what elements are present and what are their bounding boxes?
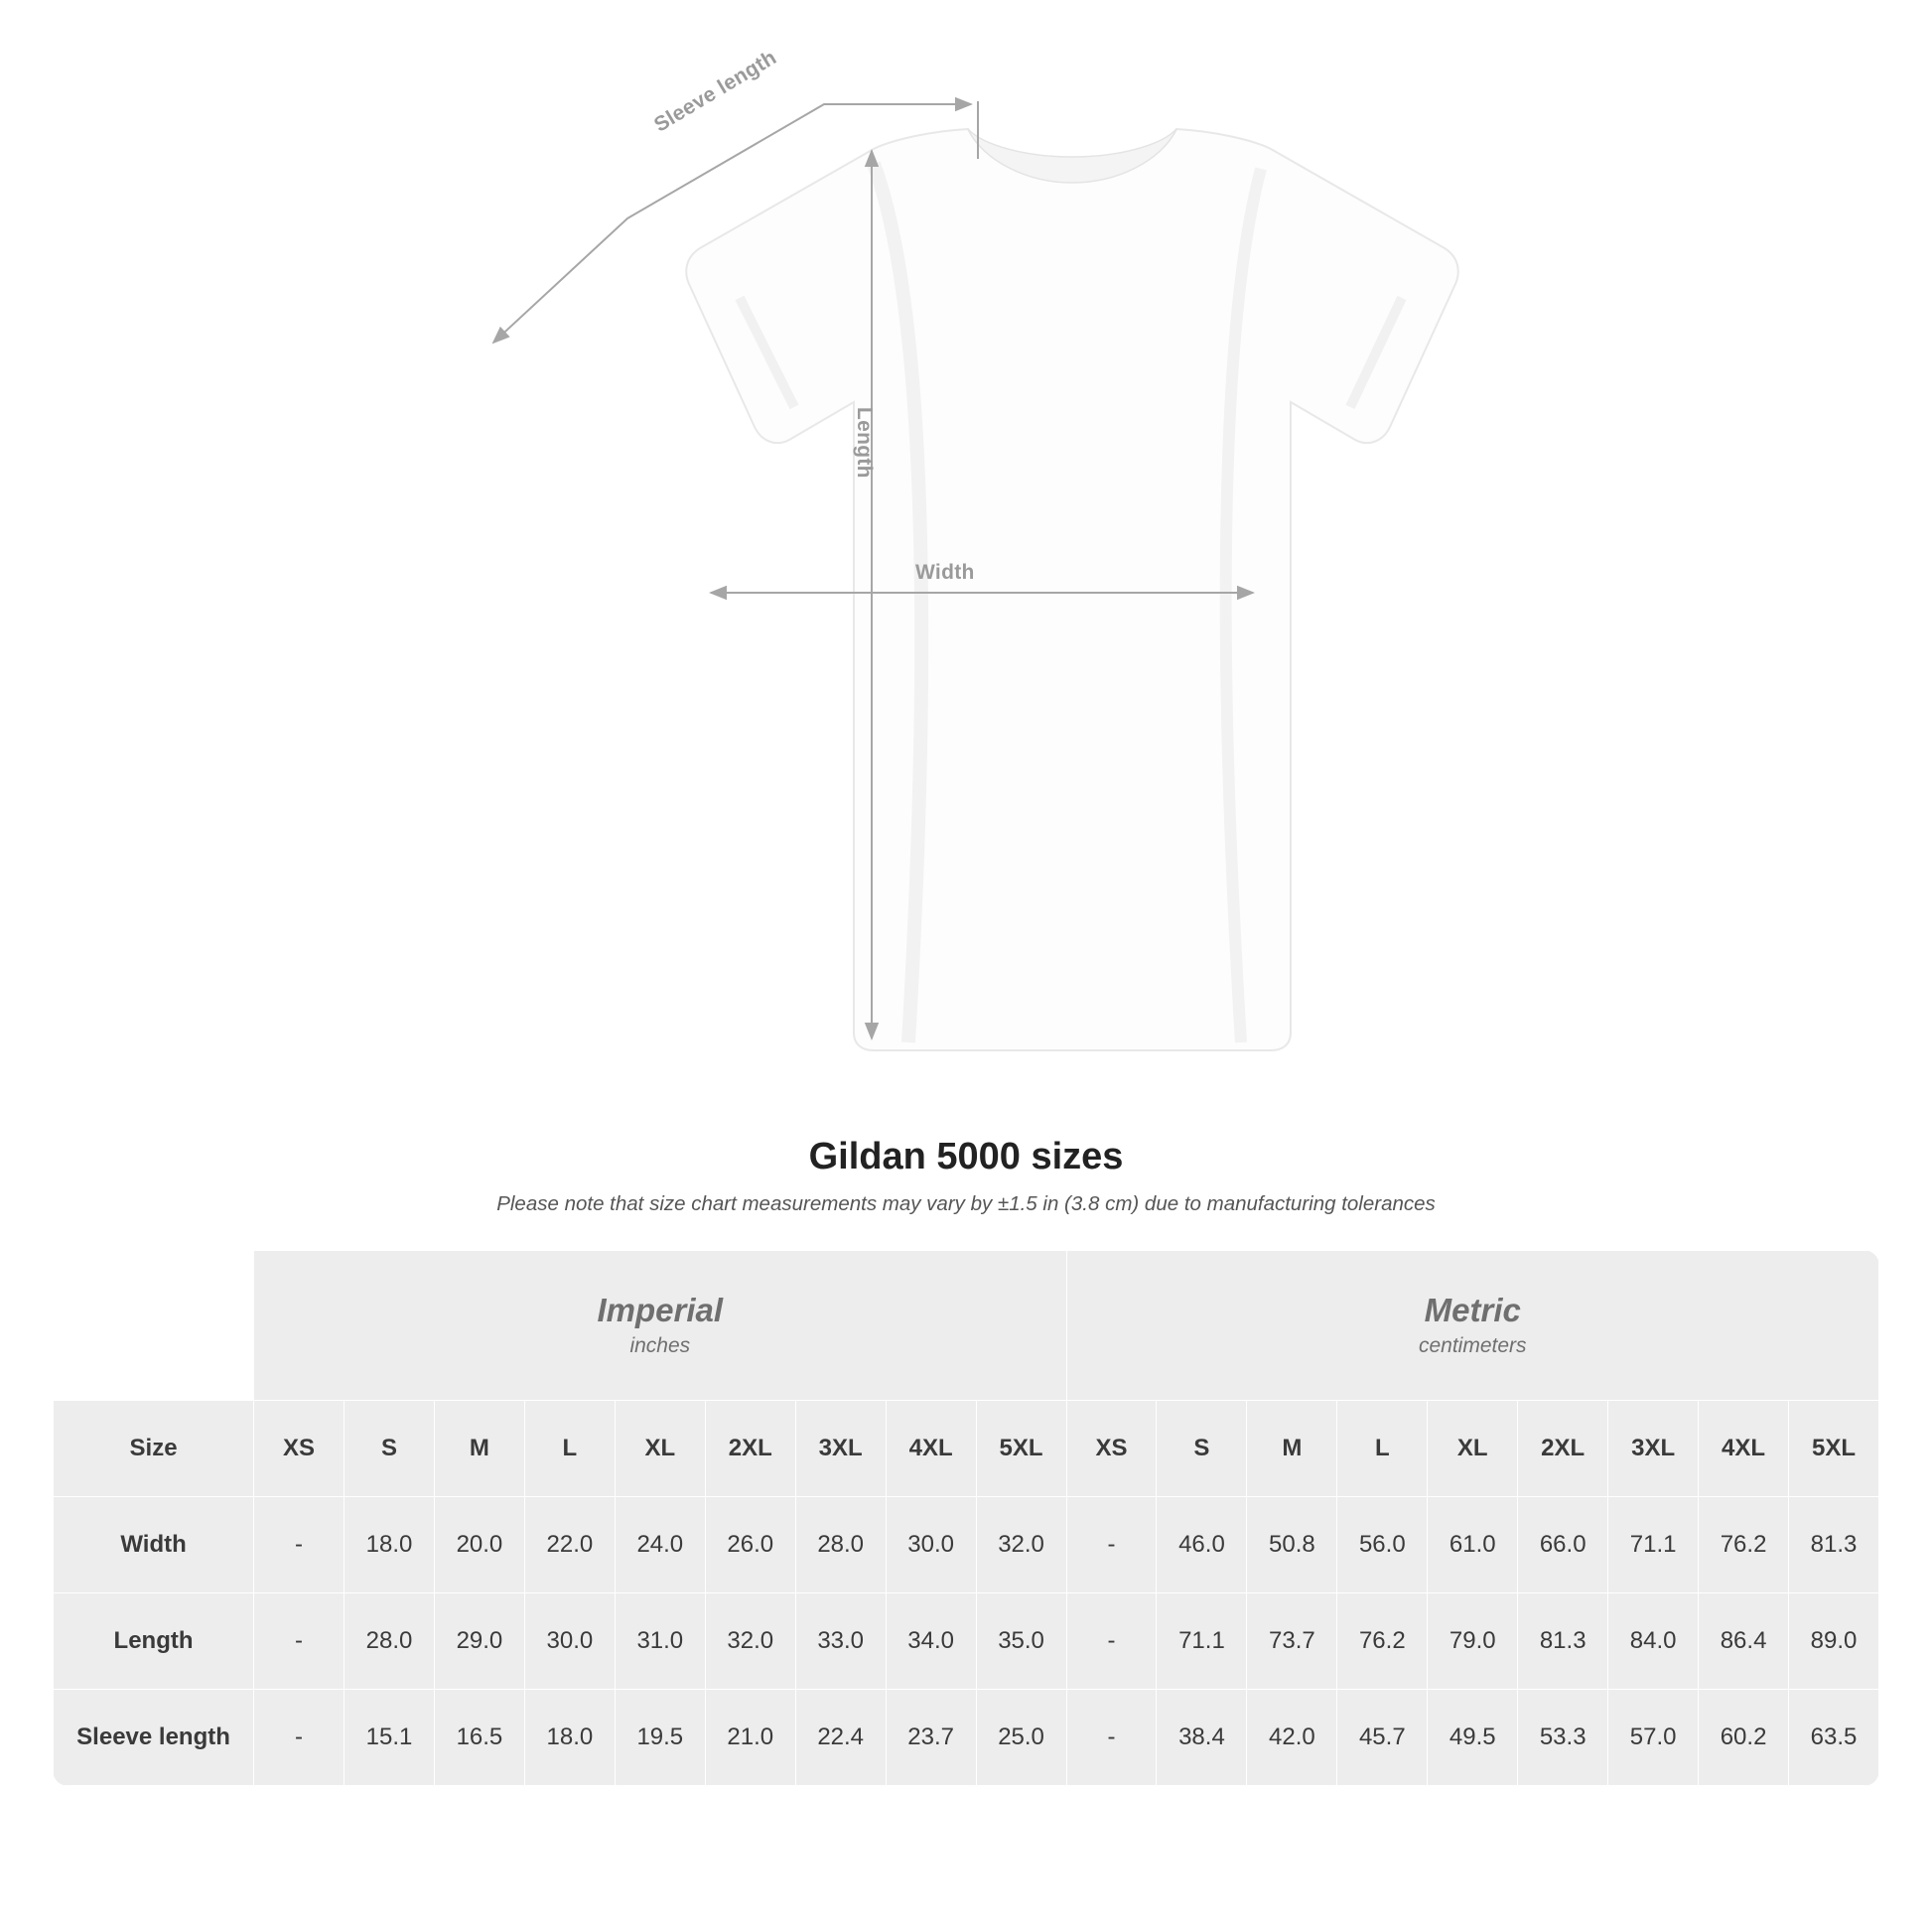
measurement-cell: -: [1066, 1690, 1157, 1786]
measurement-cell: 16.5: [434, 1690, 524, 1786]
row-label: Width: [54, 1497, 254, 1593]
size-header-cell: L: [1337, 1401, 1428, 1497]
size-header-cell: M: [1247, 1401, 1337, 1497]
measurement-cell: 45.7: [1337, 1690, 1428, 1786]
measurement-cell: 15.1: [345, 1690, 435, 1786]
measurement-cell: 31.0: [615, 1593, 705, 1690]
measurement-cell: 23.7: [886, 1690, 976, 1786]
unit-subtitle: centimeters: [1418, 1333, 1527, 1357]
row-label: Sleeve length: [54, 1690, 254, 1786]
measurement-cell: 33.0: [795, 1593, 886, 1690]
heading-block: [0, 1136, 1932, 1216]
size-header-cell: 3XL: [1608, 1401, 1699, 1497]
measurement-cell: 21.0: [705, 1690, 795, 1786]
unit-header-metric: [1066, 1251, 1878, 1401]
measurement-cell: 28.0: [345, 1593, 435, 1690]
size-header-cell: XL: [615, 1401, 705, 1497]
measurement-cell: 71.1: [1608, 1497, 1699, 1593]
page-title: Gildan 5000 sizes: [808, 1136, 1124, 1177]
measurement-cell: 46.0: [1157, 1497, 1247, 1593]
unit-row-spacer: [54, 1251, 254, 1401]
table-row: [54, 1497, 1879, 1593]
measurement-cell: 26.0: [705, 1497, 795, 1593]
size-header-cell: XL: [1428, 1401, 1518, 1497]
measurement-cell: 86.4: [1699, 1593, 1789, 1690]
measurement-cell: 32.0: [705, 1593, 795, 1690]
size-header-cell: 4XL: [886, 1401, 976, 1497]
size-header-label: Size: [54, 1401, 254, 1497]
table-row: [54, 1690, 1879, 1786]
size-header-cell: XS: [254, 1401, 345, 1497]
measurement-cell: 57.0: [1608, 1690, 1699, 1786]
measurement-cell: 71.1: [1157, 1593, 1247, 1690]
size-header-cell: 3XL: [795, 1401, 886, 1497]
tshirt-shape: [686, 129, 1457, 1050]
measurement-cell: 76.2: [1337, 1593, 1428, 1690]
measurement-cell: 53.3: [1518, 1690, 1608, 1786]
measurement-cell: 84.0: [1608, 1593, 1699, 1690]
measurement-cell: 28.0: [795, 1497, 886, 1593]
table-row: [54, 1593, 1879, 1690]
measurement-cell: -: [1066, 1497, 1157, 1593]
unit-subtitle: inches: [629, 1333, 691, 1357]
unit-name: Imperial: [597, 1291, 724, 1328]
size-header-cell: 5XL: [1789, 1401, 1879, 1497]
measurement-cell: 20.0: [434, 1497, 524, 1593]
row-label: Length: [54, 1593, 254, 1690]
measurement-cell: 25.0: [976, 1690, 1066, 1786]
measurement-cell: 66.0: [1518, 1497, 1608, 1593]
measurement-cell: 34.0: [886, 1593, 976, 1690]
size-header-cell: 2XL: [1518, 1401, 1608, 1497]
measurement-cell: 81.3: [1789, 1497, 1879, 1593]
measurement-cell: -: [254, 1593, 345, 1690]
size-header-cell: M: [434, 1401, 524, 1497]
unit-header-imperial: [254, 1251, 1066, 1401]
length-label: Length: [853, 407, 876, 479]
measurement-cell: 50.8: [1247, 1497, 1337, 1593]
measurement-cell: 22.0: [524, 1497, 615, 1593]
measurement-cell: 18.0: [345, 1497, 435, 1593]
measurement-cell: 56.0: [1337, 1497, 1428, 1593]
measurement-cell: 61.0: [1428, 1497, 1518, 1593]
size-header-cell: XS: [1066, 1401, 1157, 1497]
measurement-cell: 49.5: [1428, 1690, 1518, 1786]
measurement-cell: 81.3: [1518, 1593, 1608, 1690]
size-header-cell: S: [1157, 1401, 1247, 1497]
measurement-cell: 29.0: [434, 1593, 524, 1690]
measurement-cell: 24.0: [615, 1497, 705, 1593]
measurement-cell: -: [1066, 1593, 1157, 1690]
sleeve-length-label: Sleeve length: [650, 46, 781, 137]
measurement-cell: 60.2: [1699, 1690, 1789, 1786]
size-header-cell: L: [524, 1401, 615, 1497]
unit-header-row: [54, 1251, 1879, 1401]
measurement-cell: 76.2: [1699, 1497, 1789, 1593]
measurement-cell: 30.0: [886, 1497, 976, 1593]
measurement-cell: 35.0: [976, 1593, 1066, 1690]
measurement-cell: 18.0: [524, 1690, 615, 1786]
measurement-cell: 73.7: [1247, 1593, 1337, 1690]
page-subtitle: Please note that size chart measurements may vary by ±1.5 in (3.8 cm) due to manufacturing tolerances: [496, 1192, 1436, 1215]
size-table-wrapper: [53, 1250, 1879, 1786]
size-header-row: [54, 1401, 1879, 1497]
measurement-cell: 30.0: [524, 1593, 615, 1690]
measurement-cell: 79.0: [1428, 1593, 1518, 1690]
measurement-cell: 42.0: [1247, 1690, 1337, 1786]
measurement-cell: -: [254, 1690, 345, 1786]
size-table: [53, 1250, 1879, 1786]
size-header-cell: S: [345, 1401, 435, 1497]
size-header-cell: 5XL: [976, 1401, 1066, 1497]
measurement-cell: -: [254, 1497, 345, 1593]
measurement-cell: 89.0: [1789, 1593, 1879, 1690]
size-header-cell: 2XL: [705, 1401, 795, 1497]
measurement-cell: 19.5: [615, 1690, 705, 1786]
measurement-cell: 32.0: [976, 1497, 1066, 1593]
measurement-cell: 22.4: [795, 1690, 886, 1786]
measurement-cell: 38.4: [1157, 1690, 1247, 1786]
size-header-cell: 4XL: [1699, 1401, 1789, 1497]
unit-name: Metric: [1424, 1291, 1521, 1328]
width-label: Width: [915, 561, 975, 584]
measurement-cell: 63.5: [1789, 1690, 1879, 1786]
